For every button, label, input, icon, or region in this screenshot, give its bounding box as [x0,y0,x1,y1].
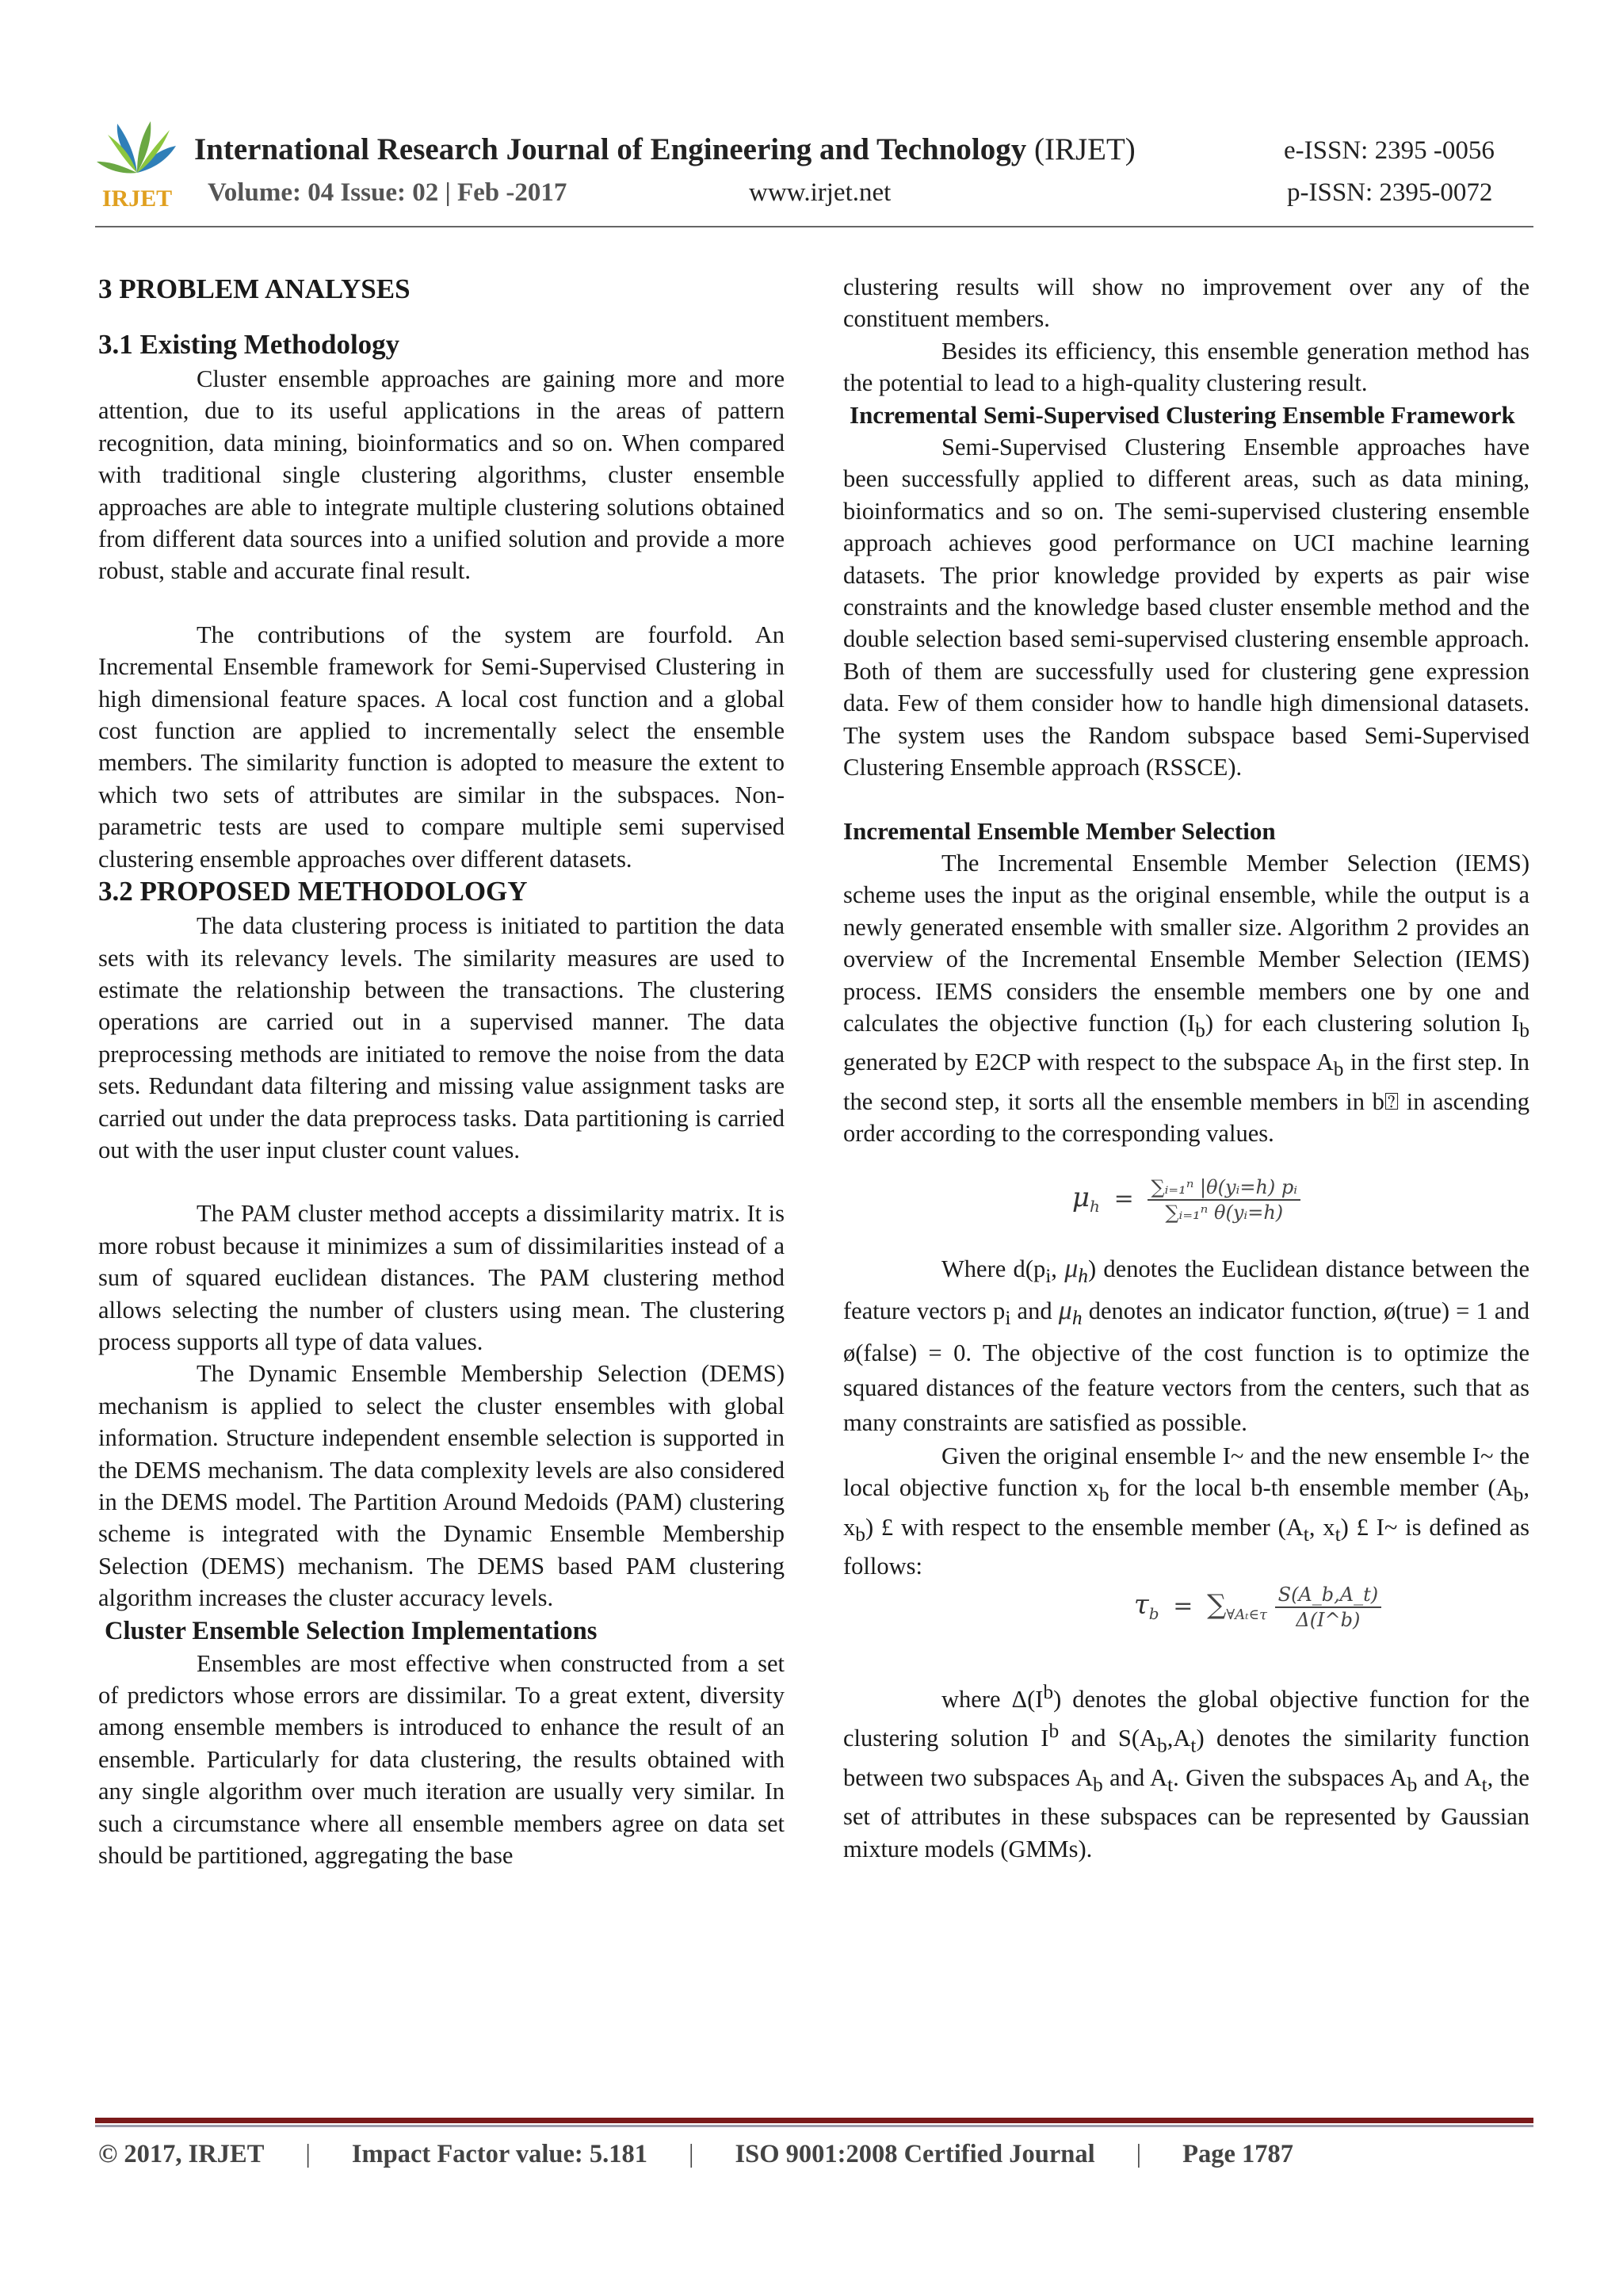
paragraph-proposed: The data clustering process is initiated to partition the data sets with its relevancy levels. The similarity measures are used to estimate the relationship between the transactions. The clustering operations are carried out in a supervised manner. The data preprocessing methods are initiated to remove the noise from the data sets. Redundant data filtering and missing value assignment tasks are carried out under the data preprocess tasks. Data partitioning is carried out with the user input cluster count values. [98,912,785,1163]
journal-website[interactable]: www.irjet.net [749,178,892,207]
paragraph-existing: Cluster ensemble approaches are gaining more and more attention, due to its useful applications in the areas of pattern recognition, data mining, bioinformatics and so on. When compared with traditional single clustering algorithms, cluster ensemble approaches are able to integrate multiple clustering solutions obtained from different data sources into a unified solution and provide a more robust, stable and accurate final result. [98,365,785,585]
paragraph-where-delta: where $\Delta(I^b)$ denotes the global objective function for the clustering solution $I^b$ and $S(A_b,A_t)$ denotes the similarity function between two subspaces $A_b$ and $A_t$. Given the subspaces $A_b$ and $A_t$, the set of attributes in these subspaces can be represented by Gaussian mixture models (GMMs). [843,1680,1530,1862]
paragraph-ensembles: Ensembles are most effective when constructed from a set of predictors whose errors are dissimilar. To a great extent, diversity among ensemble members is introduced to enhance the result of an ensemble. Particularly for data clustering, the results obtained with any single algorithm over much iteration are usually very similar. In such a circumstance where all ensemble members agree on data set should be partitioned, aggregating the base [98,1649,785,1870]
logo-text: IRJET [101,185,173,212]
eissn: e-ISSN: 2395 -0056 [1284,136,1495,165]
paragraph-where-d: Where $d(p_i$, $\mu_h$) denotes the Euclidean distance between the feature vectors $p_i$ and $\mu_h$ denotes an indicator function, ø(true) = 1 and ø(false) = 0. The objective of the cost function is to optimize the squared distances of the feature vectors from the centers, such that as many constraints are satisfied as possible. [843,1253,1529,1436]
paragraph-efficiency: Besides its efficiency, this ensemble generation method has the potential to lead to a high-quality clustering result. [843,337,1529,397]
paragraph-pam: The PAM cluster method accepts a dissimilarity matrix. It is more robust because it minimizes a sum of dissimilarities instead of a sum of squared euclidean distances. The PAM clustering method allows selecting the number of clusters using mean. The clustering process supports all type of data values. [98,1200,785,1355]
left-column [98,271,785,1871]
paragraph-clustering-results: clustering results will show no improvement over any of the constituent members. [843,273,1529,333]
journal-abbr: (IRJET) [1033,132,1136,166]
irjet-logo [94,117,181,212]
paragraph-semi-supervised: Semi-Supervised Clustering Ensemble approaches have been successfully applied to different areas, such as data mining, bioinformatics and so on. The semi-supervised clustering ensemble approach achieves good performance on UCI machine learning datasets. The prior knowledge provided by experts as pair wise constraints and the knowledge based cluster ensemble method and the double selection based semi-supervised clustering ensemble approach. Both of them are successfully used for clustering gene expression data. Few of them consider how to handle high dimensional datasets. The system uses the Random subspace based Semi-Supervised Clustering Ensemble approach (RSSCE). [843,434,1529,781]
journal-title: International Research Journal of Engineering and Technology (IRJET) [194,132,1136,166]
header-divider [95,226,1533,227]
paragraph-contributions: The contributions of the system are fourfold. An Incremental Ensemble framework for Semi-Supervised Clustering in high dimensional feature spaces. A local cost function and a global cost function are applied to incrementally select the ensemble members. The similarity function is adopted to measure the extent to which two sets of attributes are similar in the subspaces. Non-parametric tests are used to compare multiple semi supervised clustering ensemble approaches over different datasets. [98,621,785,873]
pissn: p-ISSN: 2395-0072 [1287,178,1493,207]
footer-divider [95,2118,1533,2123]
section-heading-existing: 3.1 Existing Methodology [98,329,400,360]
footer-impact-factor: Impact Factor value: 5.181 [351,2140,647,2168]
section-heading-proposed: 3.2 PROPOSED METHODOLOGY [98,876,528,907]
formula-tau: $\tau_b = \sum_{\forall A_t\in\tau}$ $\frac{S(A\_b,A\_t)}{\Delta(I\^{}b)}$ [843,1583,1529,1676]
page-footer: © 2017, IRJET | Impact Factor value: 5.181 | ISO 9001:2008 Certified Journal | Page 1787 [98,2140,1294,2168]
footer-iso: ISO 9001:2008 Certified Journal [735,2140,1095,2168]
subheading-cluster-selection: Cluster Ensemble Selection Implementations [105,1616,598,1645]
footer-copyright: © 2017, IRJET [98,2140,265,2168]
right-column [843,271,1529,1865]
missing-glyph: ⍰ [1384,1087,1400,1115]
volume-issue: Volume: 04 Issue: 02 | Feb -2017 [208,178,567,207]
footer-page-number: Page 1787 [1182,2140,1294,2168]
subheading-incremental-framework: Incremental Semi-Supervised Clustering Ensemble Framework [850,400,1515,429]
paragraph-dems: The Dynamic Ensemble Membership Selection (DEMS) mechanism is applied to select the cluster ensembles with global information. Structure independent ensemble selection is supported in the DEMS mechanism. The data complexity levels are also considered in the DEMS model. The Partition Around Medoids (PAM) clustering scheme is integrated with the Dynamic Ensemble Membership Selection (DEMS) mechanism. The DEMS based PAM clustering algorithm increases the cluster accuracy levels. [98,1360,785,1612]
formula-mu: $\mu_h$ = $\frac{\text{∑ᵢ₌₁ⁿ |θ(yᵢ=h) pᵢ}}{\text{∑ᵢ₌₁ⁿ θ(yᵢ=h)}}$ [843,1150,1529,1251]
logo-leaves-icon [97,121,176,173]
section-heading-problem: 3 PROBLEM ANALYSES [98,273,411,304]
paragraph-iems: The Incremental Ensemble Member Selection (IEMS) scheme uses the input as the original ensemble, while the output is a newly generated ensemble with smaller size. Algorithm 2 provides an overview of the Incremental Ensemble Member Selection (IEMS) process. IEMS considers the ensemble members one by one and calculates the objective function $(I_b)$ for each clustering solution $I_b$ generated by E2CP with respect to the subspace $A_b$ in the first step. In the second step, it sorts all the ensemble members in b⍰ in ascending order according to the corresponding values. [843,849,1529,1148]
footer-divider-secondary [95,2125,1533,2127]
subheading-member-selection: Incremental Ensemble Member Selection [843,816,1276,845]
paragraph-given-ensemble: Given the original ensemble I~ and the new ensemble I~ the local objective function $x_b$ for the local b-th ensemble member ($A_b$, $x_b$) £ with respect to the ensemble member ($A_t$, $x_t$) £ I~ is defined as follows: [843,1442,1529,1580]
